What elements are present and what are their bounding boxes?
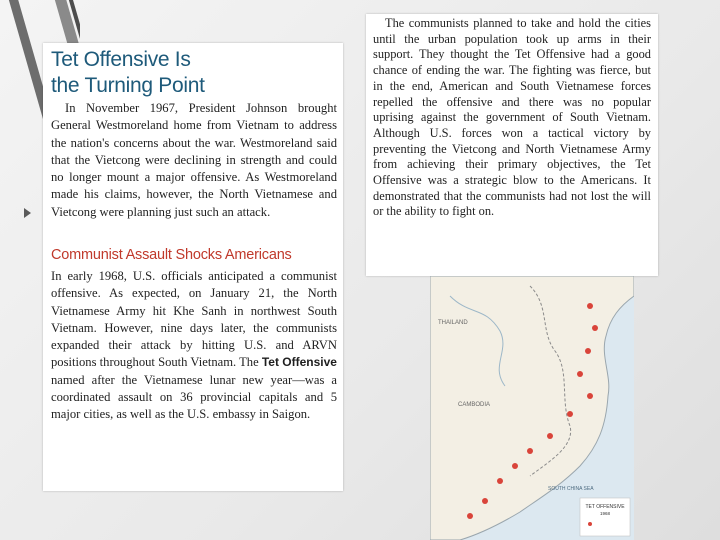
legend-year: 1968: [599, 511, 611, 516]
left-textbook-excerpt: [43, 43, 343, 491]
attack-marker: [547, 433, 553, 439]
section-subheading: [51, 247, 292, 263]
legend-swatch: [588, 522, 592, 526]
attack-marker: [587, 303, 593, 309]
attack-marker: [585, 348, 591, 354]
attack-marker: [497, 478, 503, 484]
subheading-word1: Communist: [51, 247, 123, 263]
label-cambodia: CAMBODIA: [458, 402, 491, 408]
attack-marker: [512, 463, 518, 469]
attack-marker: [567, 411, 573, 417]
attack-marker: [482, 498, 488, 504]
key-term-tet-offensive: Tet Offensive: [261, 355, 337, 370]
map-legend: [580, 498, 630, 536]
label-south-china-sea: SOUTH CHINA SEA: [548, 486, 594, 492]
paragraph2-text-before: In early 1968, U.S. officials anticipated a communist offensive. As expected, on January 21, the North Vietnamese Army hit Khe Sanh in northwest South Vietnam. However, nine days later, the communists expanded their attack by hitting U.S. and ARVN positions throughout South Vietnam. The: [51, 269, 337, 370]
attack-marker: [527, 448, 533, 454]
attack-marker: [577, 371, 583, 377]
subheading-rest: Assault Shocks Americans: [125, 247, 292, 263]
paragraph2-text-after: named after the Vietnamese lunar new year—was a coordinated assault on 36 provincial capitals and 5 major cities, as well as the U.S. embassy in Saigon.: [51, 372, 337, 422]
bullet-arrow-icon: [24, 208, 31, 218]
right-textbook-excerpt: [366, 14, 658, 276]
legend-title: TET OFFENSIVE: [585, 504, 625, 510]
article-title-line1: Tet Offensive Is: [51, 48, 191, 71]
map-graphic: [430, 276, 634, 540]
tet-offensive-map: [430, 276, 634, 540]
attack-marker: [592, 325, 598, 331]
paragraph-assault: [51, 268, 337, 424]
paragraph-westmoreland: In November 1967, President Johnson brought General Westmoreland home from Vietnam to address the nation's concerns about the war. Westmoreland said that the Vietcong were declining in strength and could no longer mount a major offensive. As Westmoreland made his claims, however, the North Vietnamese and Vietcong were planning just such an attack.: [51, 101, 337, 219]
paragraph-outcome: The communists planned to take and hold the cities until the urban population took up arms in their support. They thought the Tet Offensive had a good chance of ending the war. The fighting was fierce, but in the end, American and South Vietnamese forces repelled the offensive and there was no popular uprising against the government of South Vietnam. Although U.S. forces won a tactical victory by preventing the Vietcong and North Vietnamese Army from achieving their primary objectives, the Tet Offensive was a strategic blow to the Americans. It demonstrated that the communists had not lost the will or the ability to fight on.: [373, 16, 651, 219]
label-thailand: THAILAND: [438, 320, 468, 326]
attack-marker: [467, 513, 473, 519]
attack-marker: [587, 393, 593, 399]
article-title-line2: the Turning Point: [51, 74, 205, 97]
